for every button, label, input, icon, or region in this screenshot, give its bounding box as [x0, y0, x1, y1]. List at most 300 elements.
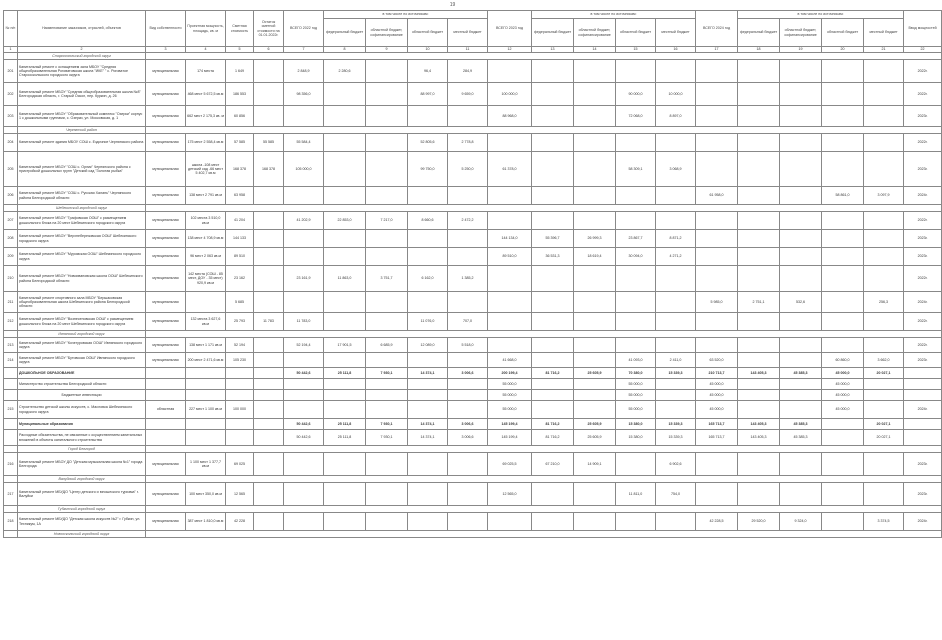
table-cell: 11 811,0 — [616, 483, 656, 506]
header-total-2022: ВСЕГО 2022 год — [284, 11, 324, 47]
column-number: 3 — [146, 47, 186, 53]
table-cell — [408, 379, 448, 390]
investment-table — [3, 10, 942, 538]
table-cell: 165 713,7 — [696, 430, 738, 446]
header-fed: федеральный бюджет — [324, 19, 366, 47]
object-name: Капитальный ремонт спортивного зала МБОУ "Бершаковская общеобразовательная школа Шебекинского района Белгородской области — [18, 292, 146, 313]
empty-cell — [146, 476, 942, 483]
table-cell: 2 848,9 — [284, 60, 324, 83]
table-cell — [574, 513, 616, 531]
table-cell: 227 мест 1 100 кв.м — [186, 401, 226, 419]
table-cell — [574, 187, 616, 205]
object-name: Капитальный ремонт МБОУ "Образовательный комплекс "Озерки" корпус 1 с дошкольными группами, с. Озерки, ул. Московская, д. 1 — [18, 106, 146, 127]
empty-cell — [146, 205, 942, 212]
header-remaining: Остаток сметной стоимости на 01.01.2022г. — [254, 11, 284, 47]
table-cell — [696, 248, 738, 266]
table-cell: 214 — [4, 353, 18, 368]
table-cell — [780, 353, 822, 368]
empty-cell — [146, 531, 942, 538]
table-cell: 100 000,0 — [488, 83, 532, 106]
header-fed: федеральный бюджет — [532, 19, 574, 47]
table-cell — [616, 187, 656, 205]
table-cell — [254, 401, 284, 419]
table-row — [4, 292, 942, 313]
table-cell: 58 861,0 — [822, 187, 864, 205]
table-cell — [226, 368, 254, 379]
table-cell: 6 162,0 — [408, 266, 448, 292]
section-title: Ивнянский городской округ — [18, 331, 146, 338]
table-cell: 2 751,1 — [738, 292, 780, 313]
table-cell: 96,4 — [408, 60, 448, 83]
empty-cell — [4, 368, 18, 379]
table-cell: 105 230 — [226, 353, 254, 368]
header-reg-cofin: областной бюджет, софинансирование — [366, 19, 408, 47]
object-name: Капитальный ремонт МБОУ "Кочегуровская ООШ" Ивнянского городского округа — [18, 338, 146, 353]
table-cell — [226, 390, 254, 401]
table-cell — [656, 60, 696, 83]
table-cell: 2024г. — [904, 401, 942, 419]
table-cell: 10 000,0 — [656, 83, 696, 106]
object-name: Капитальный ремонт МБУДО "Детская школа искусств №2" г. Губкин, ул. Техникум, 1А — [18, 513, 146, 531]
table-cell — [366, 106, 408, 127]
summary-row — [4, 379, 942, 390]
table-cell — [780, 134, 822, 152]
table-cell — [448, 230, 488, 248]
table-cell — [448, 187, 488, 205]
table-cell: 2022г. — [904, 313, 942, 331]
table-cell — [616, 292, 656, 313]
table-cell: 55 000,0 — [616, 390, 656, 401]
table-cell — [780, 152, 822, 187]
table-cell: 11 783,0 — [284, 313, 324, 331]
column-number: 14 — [574, 47, 616, 53]
table-cell — [656, 379, 696, 390]
table-cell — [780, 106, 822, 127]
table-cell — [696, 152, 738, 187]
table-cell: 55 000,0 — [616, 379, 656, 390]
table-cell: 1 100 мест 1 377,7 кв.м — [186, 453, 226, 476]
table-cell — [186, 292, 226, 313]
table-cell — [656, 212, 696, 230]
table-cell: 2023г. — [904, 106, 942, 127]
table-cell: 36 531,3 — [532, 248, 574, 266]
table-row — [4, 266, 942, 292]
table-cell — [780, 83, 822, 106]
table-cell — [864, 212, 904, 230]
header-sources-2022: в том числе по источникам: — [324, 11, 488, 19]
table-row — [4, 353, 942, 368]
table-cell — [408, 230, 448, 248]
section-title: Город Белгород — [18, 446, 146, 453]
table-cell: 7 217,0 — [366, 212, 408, 230]
table-cell: 217 — [4, 483, 18, 506]
table-cell — [532, 266, 574, 292]
table-cell: 284,9 — [448, 60, 488, 83]
table-cell — [738, 379, 780, 390]
table-cell: 11 076,0 — [408, 313, 448, 331]
table-cell: 41 202,9 — [284, 212, 324, 230]
table-cell — [186, 419, 226, 430]
table-cell — [864, 390, 904, 401]
table-cell: 15 339,3 — [656, 368, 696, 379]
table-row — [4, 152, 942, 187]
empty-cell — [4, 205, 18, 212]
table-cell: 2024г. — [904, 513, 942, 531]
table-cell: муниципальная — [146, 230, 186, 248]
table-cell — [864, 60, 904, 83]
table-cell: 387 мест 1 810,0 кв.м — [186, 513, 226, 531]
table-cell — [448, 353, 488, 368]
summary-label: Министерство строительства Белгородской области — [18, 379, 146, 390]
table-cell: 81 716,2 — [532, 368, 574, 379]
column-number: 11 — [448, 47, 488, 53]
table-cell — [324, 401, 366, 419]
table-cell: 144 134,0 — [488, 230, 532, 248]
column-number: 20 — [822, 47, 864, 53]
table-cell — [254, 379, 284, 390]
table-cell — [780, 266, 822, 292]
summary-label: Бюджетные инвестиции — [18, 390, 146, 401]
table-cell: областная — [146, 401, 186, 419]
table-cell — [254, 230, 284, 248]
table-cell: 60 860,0 — [822, 353, 864, 368]
section-title: Старооскольский городской округ — [18, 53, 146, 60]
table-cell: 25 111,8 — [324, 419, 366, 430]
table-cell: 45 000,0 — [822, 390, 864, 401]
header-capacity: Проектная мощность, площадь, кв. м — [186, 11, 226, 47]
section-title: Губкинский городской округ — [18, 506, 146, 513]
table-cell — [656, 513, 696, 531]
table-cell — [616, 453, 656, 476]
table-cell — [254, 453, 284, 476]
page-number: 19 — [449, 2, 456, 8]
table-cell: 61 958,0 — [696, 187, 738, 205]
table-cell — [574, 338, 616, 353]
table-cell — [366, 83, 408, 106]
table-cell — [226, 419, 254, 430]
table-row — [4, 401, 942, 419]
table-cell: муниципальная — [146, 483, 186, 506]
header-total-2023: ВСЕГО 2023 год — [488, 11, 532, 47]
table-cell — [738, 401, 780, 419]
empty-cell — [146, 53, 942, 60]
table-cell: 6 685,9 — [366, 338, 408, 353]
table-cell — [574, 353, 616, 368]
section-row — [4, 446, 942, 453]
table-cell — [904, 379, 942, 390]
table-cell — [284, 292, 324, 313]
object-name: Капитальный ремонт МБУДО "Центр детского и юношеского туризма" г. Валуйки — [18, 483, 146, 506]
section-row — [4, 531, 942, 538]
table-cell — [448, 390, 488, 401]
table-cell: 41 093,0 — [616, 353, 656, 368]
table-cell — [146, 430, 186, 446]
table-cell: 8 871,2 — [656, 230, 696, 248]
table-cell: 2023г. — [904, 248, 942, 266]
section-row — [4, 127, 942, 134]
summary-row — [4, 430, 942, 446]
table-cell: 14 374,1 — [408, 419, 448, 430]
table-cell: 12 565,0 — [488, 483, 532, 506]
table-cell — [284, 401, 324, 419]
table-cell: 7 930,1 — [366, 368, 408, 379]
table-cell: 89 510,0 — [488, 248, 532, 266]
table-cell: 20 027,1 — [864, 430, 904, 446]
table-cell — [488, 266, 532, 292]
header-reg: областной бюджет — [408, 19, 448, 47]
table-cell: 186 553 — [226, 83, 254, 106]
table-cell — [864, 379, 904, 390]
section-row — [4, 506, 942, 513]
table-cell: 42 228 — [226, 513, 254, 531]
table-cell — [254, 292, 284, 313]
table-cell — [738, 134, 780, 152]
section-row — [4, 205, 942, 212]
table-cell: 6 902,6 — [656, 453, 696, 476]
table-cell — [284, 187, 324, 205]
table-cell — [738, 353, 780, 368]
section-title: Чернянский район — [18, 127, 146, 134]
table-cell: 25 793 — [226, 313, 254, 331]
table-cell — [532, 292, 574, 313]
table-cell: муниципальная — [146, 292, 186, 313]
table-cell — [324, 483, 366, 506]
table-cell — [488, 187, 532, 205]
table-cell: 213 — [4, 338, 18, 353]
table-cell: 45 385,3 — [780, 430, 822, 446]
table-cell — [864, 453, 904, 476]
table-cell — [284, 513, 324, 531]
table-cell — [284, 248, 324, 266]
table-cell: 11 863,0 — [324, 266, 366, 292]
table-cell — [448, 483, 488, 506]
table-cell — [408, 513, 448, 531]
table-cell — [574, 152, 616, 187]
header-reg-cofin: областной бюджет, софинансирование — [780, 19, 822, 47]
table-cell: 3 374,5 — [864, 513, 904, 531]
header-no: № п/п — [4, 11, 18, 47]
table-cell: 11 783 — [254, 313, 284, 331]
table-cell — [408, 401, 448, 419]
table-cell: 3 006,6 — [448, 430, 488, 446]
table-cell — [904, 430, 942, 446]
table-body — [4, 53, 942, 538]
table-cell: 2023г. — [904, 453, 942, 476]
object-name: Строительство детской школы искусств, с. Масловка Шебекинского городского округа — [18, 401, 146, 419]
table-cell: 55 000,0 — [488, 379, 532, 390]
table-cell — [254, 187, 284, 205]
table-cell: 3 751,7 — [366, 266, 408, 292]
table-cell — [738, 83, 780, 106]
table-cell — [822, 292, 864, 313]
table-cell — [366, 230, 408, 248]
table-cell: 29 520,0 — [738, 513, 780, 531]
table-cell: 3 097,9 — [864, 187, 904, 205]
empty-cell — [146, 446, 942, 453]
table-cell — [366, 60, 408, 83]
table-cell: 5 685 — [226, 292, 254, 313]
table-cell: 88 968,0 — [488, 106, 532, 127]
table-cell — [780, 390, 822, 401]
table-cell: 100 мест 350,0 кв.м — [186, 483, 226, 506]
table-cell: 88 997,0 — [408, 83, 448, 106]
table-row — [4, 134, 942, 152]
empty-cell — [146, 331, 942, 338]
table-cell: 96 мест 2 063 кв.м — [186, 248, 226, 266]
table-cell — [254, 483, 284, 506]
table-cell — [656, 292, 696, 313]
table-cell — [366, 292, 408, 313]
table-cell: 2024г. — [904, 292, 942, 313]
table-cell — [226, 430, 254, 446]
header-total-2024: ВСЕГО 2024 год — [696, 11, 738, 47]
table-cell — [656, 313, 696, 331]
table-cell: 12 565 — [226, 483, 254, 506]
table-cell — [254, 338, 284, 353]
table-cell — [696, 60, 738, 83]
table-cell — [822, 83, 864, 106]
table-cell — [408, 106, 448, 127]
table-cell: муниципальная — [146, 248, 186, 266]
table-cell: 132 места 3 627,6 кв.м — [186, 313, 226, 331]
table-cell — [254, 212, 284, 230]
table-cell: муниципальная — [146, 313, 186, 331]
table-cell: 25 111,8 — [324, 430, 366, 446]
table-cell — [822, 230, 864, 248]
table-cell — [656, 134, 696, 152]
table-cell: муниципальная — [146, 212, 186, 230]
column-number: 10 — [408, 47, 448, 53]
table-cell — [532, 338, 574, 353]
table-cell — [448, 292, 488, 313]
table-cell: 2 280,6 — [324, 60, 366, 83]
column-number: 9 — [366, 47, 408, 53]
table-cell — [254, 266, 284, 292]
table-cell: 60 856 — [226, 106, 254, 127]
table-cell — [822, 212, 864, 230]
table-cell: 25 111,8 — [324, 368, 366, 379]
table-row — [4, 248, 942, 266]
table-cell — [822, 513, 864, 531]
table-cell — [532, 134, 574, 152]
table-cell — [864, 266, 904, 292]
column-number: 6 — [254, 47, 284, 53]
table-cell: 2023г. — [904, 353, 942, 368]
table-cell — [324, 353, 366, 368]
table-cell: 14 909,1 — [574, 453, 616, 476]
table-cell — [904, 419, 942, 430]
table-row — [4, 453, 942, 476]
table-cell: 58 309,1 — [616, 152, 656, 187]
table-cell: 22 853,0 — [324, 212, 366, 230]
table-cell — [324, 134, 366, 152]
table-cell: муниципальная — [146, 134, 186, 152]
table-cell: 256,3 — [864, 292, 904, 313]
table-cell: 168 378 — [226, 152, 254, 187]
table-cell: муниципальная — [146, 338, 186, 353]
table-cell — [284, 453, 324, 476]
table-cell — [146, 379, 186, 390]
column-number: 18 — [738, 47, 780, 53]
table-cell — [574, 292, 616, 313]
column-number: 19 — [780, 47, 822, 53]
table-cell: 81 716,2 — [532, 430, 574, 446]
table-cell: 55 584,4 — [284, 134, 324, 152]
table-cell: муниципальная — [146, 266, 186, 292]
table-cell — [864, 313, 904, 331]
table-cell — [448, 401, 488, 419]
table-cell: 2024г. — [904, 187, 942, 205]
summary-row — [4, 368, 942, 379]
table-cell: 143 405,3 — [738, 368, 780, 379]
empty-cell — [146, 506, 942, 513]
empty-cell — [4, 53, 18, 60]
table-cell — [532, 60, 574, 83]
header-name: Наименование заказчиков, отраслей, объектов — [18, 11, 146, 47]
table-cell — [366, 483, 408, 506]
table-cell: 202 — [4, 83, 18, 106]
table-cell — [488, 60, 532, 83]
table-cell — [696, 453, 738, 476]
table-cell: 200 мест 2 471,6 кв.м — [186, 353, 226, 368]
table-cell — [780, 187, 822, 205]
table-cell — [284, 379, 324, 390]
table-row — [4, 83, 942, 106]
table-cell — [656, 338, 696, 353]
table-cell — [738, 230, 780, 248]
table-cell: 145 199,4 — [488, 419, 532, 430]
table-cell — [408, 353, 448, 368]
table-cell — [366, 453, 408, 476]
table-cell: 30 094,0 — [616, 248, 656, 266]
column-number: 17 — [696, 47, 738, 53]
table-cell — [324, 292, 366, 313]
column-number: 16 — [656, 47, 696, 53]
object-name: Капитальный ремонт МБОУ "Новоивановская школа ООШ" Шебекинского района Белгородской области — [18, 266, 146, 292]
header-fed: федеральный бюджет — [738, 19, 780, 47]
column-number: 1 — [4, 47, 18, 53]
table-cell: 105 000,0 — [284, 152, 324, 187]
table-cell — [532, 401, 574, 419]
table-cell: 52 194,4 — [284, 338, 324, 353]
table-cell — [324, 248, 366, 266]
table-cell — [780, 338, 822, 353]
table-cell — [186, 379, 226, 390]
table-cell — [822, 248, 864, 266]
empty-cell — [4, 419, 18, 430]
table-cell: 207 — [4, 212, 18, 230]
table-cell — [574, 401, 616, 419]
table-cell — [532, 379, 574, 390]
header-reg-cofin: областной бюджет, софинансирование — [574, 19, 616, 47]
table-cell: 100 000 — [226, 401, 254, 419]
table-cell — [616, 266, 656, 292]
table-cell: 20 027,1 — [864, 368, 904, 379]
table-cell — [822, 152, 864, 187]
table-cell: 532,6 — [780, 292, 822, 313]
table-cell — [488, 292, 532, 313]
table-cell — [366, 390, 408, 401]
table-cell: 209 — [4, 248, 18, 266]
table-cell: 5 250,0 — [448, 152, 488, 187]
table-cell: 89 510 — [226, 248, 254, 266]
table-cell: 9 324,0 — [780, 513, 822, 531]
table-row — [4, 338, 942, 353]
column-number: 4 — [186, 47, 226, 53]
table-row — [4, 212, 942, 230]
table-cell — [488, 313, 532, 331]
table-row — [4, 187, 942, 205]
